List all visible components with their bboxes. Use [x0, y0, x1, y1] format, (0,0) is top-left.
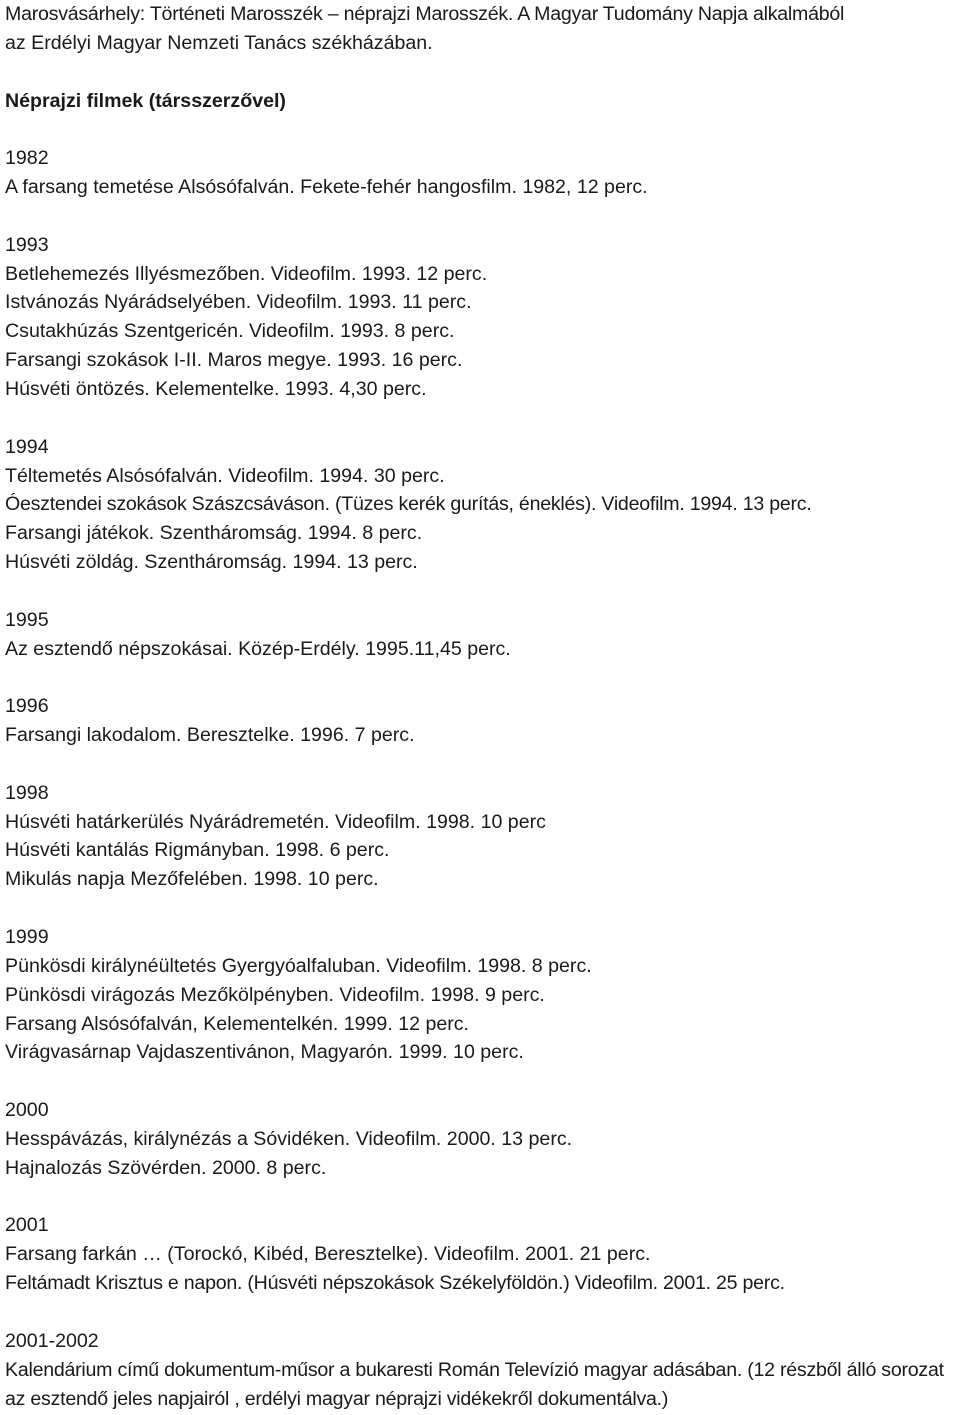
year-group: [5, 1211, 957, 1298]
spacer: [5, 1183, 957, 1212]
film-entry: Farsangi lakodalom. Beresztelke. 1996. 7 perc.: [5, 724, 415, 747]
year-heading: 2001: [5, 1214, 49, 1237]
intro-line: Marosvásárhely: Történeti Marosszék – néprajzi Marosszék. A Magyar Tudomány Napja alkalmából: [5, 3, 845, 25]
film-entry: Hesspávázás, királynézás a Sóvidéken. Videofilm. 2000. 13 perc.: [5, 1127, 573, 1150]
spacer: [5, 202, 957, 231]
film-entry: Hajnalozás Szövérden. 2000. 8 perc.: [5, 1156, 327, 1179]
film-entry: Mikulás napja Mezőfelében. 1998. 10 perc.: [5, 868, 379, 891]
intro-line: az Erdélyi Magyar Nemzeti Tanács székházában.: [5, 31, 433, 54]
year-group: [5, 433, 957, 577]
spacer: [5, 404, 957, 433]
year-heading: 1999: [5, 926, 49, 948]
year-heading: 2000: [5, 1099, 49, 1122]
film-entry: Pünkösdi királynéültetés Gyergyóalfaluban. Videofilm. 1998. 8 perc.: [5, 954, 592, 977]
year-group: [5, 923, 957, 1067]
film-entry: Húsvéti határkerülés Nyárádremetén. Videofilm. 1998. 10 perc: [5, 810, 546, 833]
year-group: [5, 144, 957, 202]
year-group: [5, 1096, 957, 1183]
year-group: [5, 779, 957, 894]
year-heading: 2001-2002: [5, 1329, 99, 1352]
spacer: [5, 894, 957, 923]
film-entry: Húsvéti öntözés. Kelementelke. 1993. 4,30 perc.: [5, 377, 427, 400]
film-entry: Farsang Alsósófalván, Kelementelkén. 1999. 12 perc.: [5, 1012, 470, 1035]
film-entry: Farsang farkán … (Torockó, Kibéd, Beresztelke). Videofilm. 2001. 21 perc.: [5, 1243, 651, 1266]
spacer: [5, 58, 957, 87]
spacer: [5, 1067, 957, 1096]
film-entry: Betlehemezés Illyésmezőben. Videofilm. 1993. 12 perc.: [5, 262, 488, 285]
year-heading: 1995: [5, 608, 49, 631]
film-entry: Farsangi játékok. Szentháromság. 1994. 8 perc.: [5, 522, 423, 545]
year-group: [5, 692, 957, 750]
film-entry: Kalendárium című dokumentum-műsor a bukaresti Román Televízió magyar adásában. (12 részből álló sorozat az esztendő jeles napjairól , erdélyi magyar néprajzi vidékekről dokumentálva.): [5, 1358, 944, 1410]
film-entry: Feltámadt Krisztus e napon. (Húsvéti népszokások Székelyföldön.) Videofilm. 2001. 25 perc.: [5, 1272, 785, 1295]
film-entry: Téltemetés Alsósófalván. Videofilm. 1994. 30 perc.: [5, 464, 445, 487]
year-group: [5, 231, 957, 404]
film-entry: Húsvéti zöldág. Szentháromság. 1994. 13 perc.: [5, 551, 418, 574]
film-entry: Az esztendő népszokásai. Közép-Erdély. 1995.11,45 perc.: [5, 637, 511, 660]
document-body: [5, 0, 957, 1413]
year-group: [5, 1327, 957, 1414]
spacer: [5, 1298, 957, 1327]
film-entry: Istvánozás Nyárádselyében. Videofilm. 1993. 11 perc.: [5, 291, 472, 314]
film-entry: Csutakhúzás Szentgericén. Videofilm. 1993. 8 perc.: [5, 320, 455, 343]
film-entry: Húsvéti kantálás Rigmányban. 1998. 6 perc.: [5, 839, 390, 862]
film-entry: Óesztendei szokások Szászcsáváson. (Tüzes kerék gurítás, éneklés). Videofilm. 1994. 13 perc.: [5, 493, 812, 516]
year-heading: 1996: [5, 695, 49, 718]
spacer: [5, 115, 957, 144]
film-entry: Virágvasárnap Vajdaszentivánon, Magyarón. 1999. 10 perc.: [5, 1041, 524, 1064]
film-entry: Farsangi szokások I-II. Maros megye. 1993. 16 perc.: [5, 349, 463, 372]
year-group: [5, 606, 957, 664]
film-entry: Pünkösdi virágozás Mezőkölpényben. Videofilm. 1998. 9 perc.: [5, 983, 545, 1006]
year-heading: 1982: [5, 147, 49, 170]
spacer: [5, 577, 957, 606]
year-heading: 1993: [5, 233, 49, 256]
film-entry: A farsang temetése Alsósófalván. Fekete-fehér hangosfilm. 1982, 12 perc.: [5, 176, 648, 199]
spacer: [5, 750, 957, 779]
year-heading: 1998: [5, 781, 49, 804]
section-title: Néprajzi filmek (társszerzővel): [5, 89, 286, 112]
spacer: [5, 663, 957, 692]
year-heading: 1994: [5, 435, 49, 458]
